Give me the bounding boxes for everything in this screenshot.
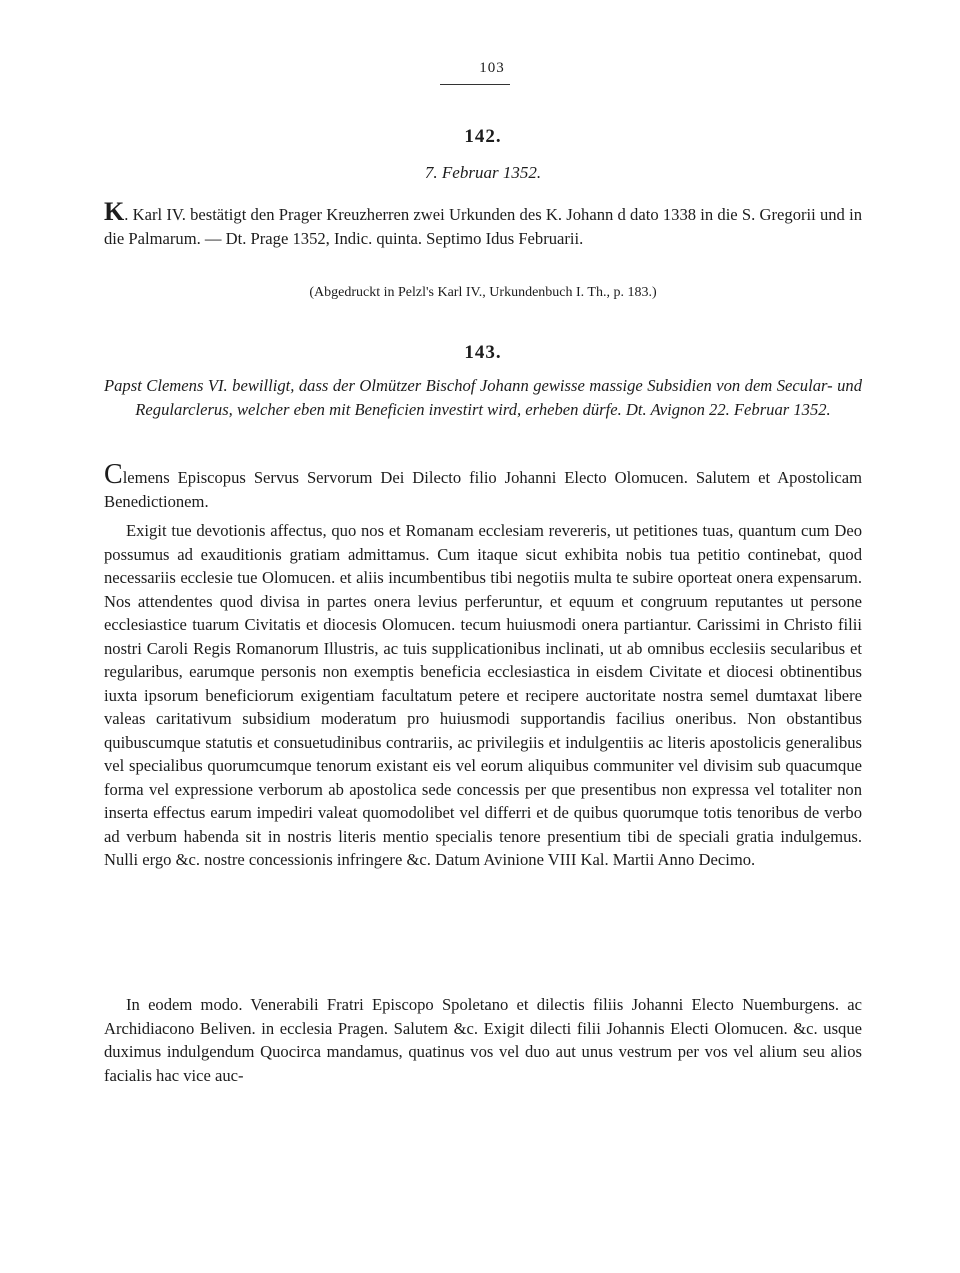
summary-text: . Karl IV. bestätigt den Prager Kreuzherren zwei Urkunden des K. Johann d dato 1338 in die S. Gregorii und in die Palmarum. — Dt. Prage 1352, Indic. quinta. Septimo Idus Februarii. [104, 205, 862, 248]
page-number: 103 [479, 60, 505, 76]
page-number-rule [440, 84, 510, 85]
salutation-143 [104, 459, 862, 513]
initial-letter: C [104, 459, 123, 490]
source-note-142: (Abgedruckt in Pelzl's Karl IV., Urkundenbuch I. Th., p. 183.) [309, 285, 657, 300]
document-number-142: 142. [464, 126, 502, 147]
initial-letter: K [104, 197, 125, 226]
body-paragraph-143: Exigit tue devotionis affectus, quo nos et Romanam ecclesiam revereris, ut petitiones tuas, quantum cum Deo possumus ad exauditionis gratiam admittamus. Cum itaque sicut exhibita nobis tua petitio continebat, quod necessariis ecclesie tue Olomucen. et aliis incumbentibus tibi negotiis multa te subire oporteat onera expensarum. Nos attendentes quod divisa in partes onera levius perferuntur, et equum et congruum reputantes ut persone ecclesiastice tuarum Civitatis et diocesis Olomucen. tecum huiusmodi onera partiantur. Carissimi in Christo filii nostri Caroli Regis Romanorum Illustris, ac tuis supplicationibus inclinati, ut ab omnibus ecclesiis secularibus et regularibus, earumque personis non exemptis beneficia ecclesiastica in eisdem Civitate et diocesi obtinentibus iuxta ipsorum beneficiorum exigentiam facultatum petere et recipere auctoritate nostra semel dumtaxat libere valeas caritativum subsidium moderatum pro huiusmodi supportandis facilius oneribus. Non obstantibus quibuscumque statutis et consuetudinibus contrariis, ac privilegiis et indulgentiis ac literis apostolicis generalibus vel specialibus quorumcumque tenorum existant eis vel eorum aliquibus communiter vel divisim sub quacumque forma vel expressione verborum ab apostolica sede concessis per que presentibus non expressa vel totaliter non inserta effectus earum impediri valeat quomodolibet vel differri et de quibus quorumque totis tenoribus de verbo ad verbum habenda sit in nostris literis mentio specialis tenore presentium tibi de speciali gratia indulgemus. Nulli ergo &c. nostre concessionis infringere &c. Datum Avinione VIII Kal. Martii Anno Decimo. [104, 521, 862, 869]
salutation-text: lemens Episcopus Servus Servorum Dei Dilecto filio Johanni Electo Olomucen. Salutem et Apostolicam Benedictionem. [104, 468, 862, 511]
document-date-142: 7. Februar 1352. [424, 163, 542, 182]
headnote-143: Papst Clemens VI. bewilligt, dass der Olmützer Bischof Johann gewisse massige Subsidien von dem Secular- und Regularclerus, welcher eben mit Beneficien investirt wird, erheben dürfe. Dt. Avignon 22. Februar 1352. [104, 376, 862, 419]
addendum-paragraph-143: In eodem modo. Venerabili Fratri Episcopo Spoletano et dilectis filiis Johanni Electo Nuemburgens. ac Archidiacono Beliven. in ecclesia Pragen. Salutem &c. Exigit dilecti filii Johannis Electi Olomucen. &c. usque duximus indulgendum Quocirca mandamus, quatinus vos vel duo aut unus vestrum per vos vel alium seu alios facialis hac vice auc- [104, 995, 862, 1085]
document-number-143: 143. [464, 342, 502, 363]
document-summary-142 [104, 197, 862, 250]
